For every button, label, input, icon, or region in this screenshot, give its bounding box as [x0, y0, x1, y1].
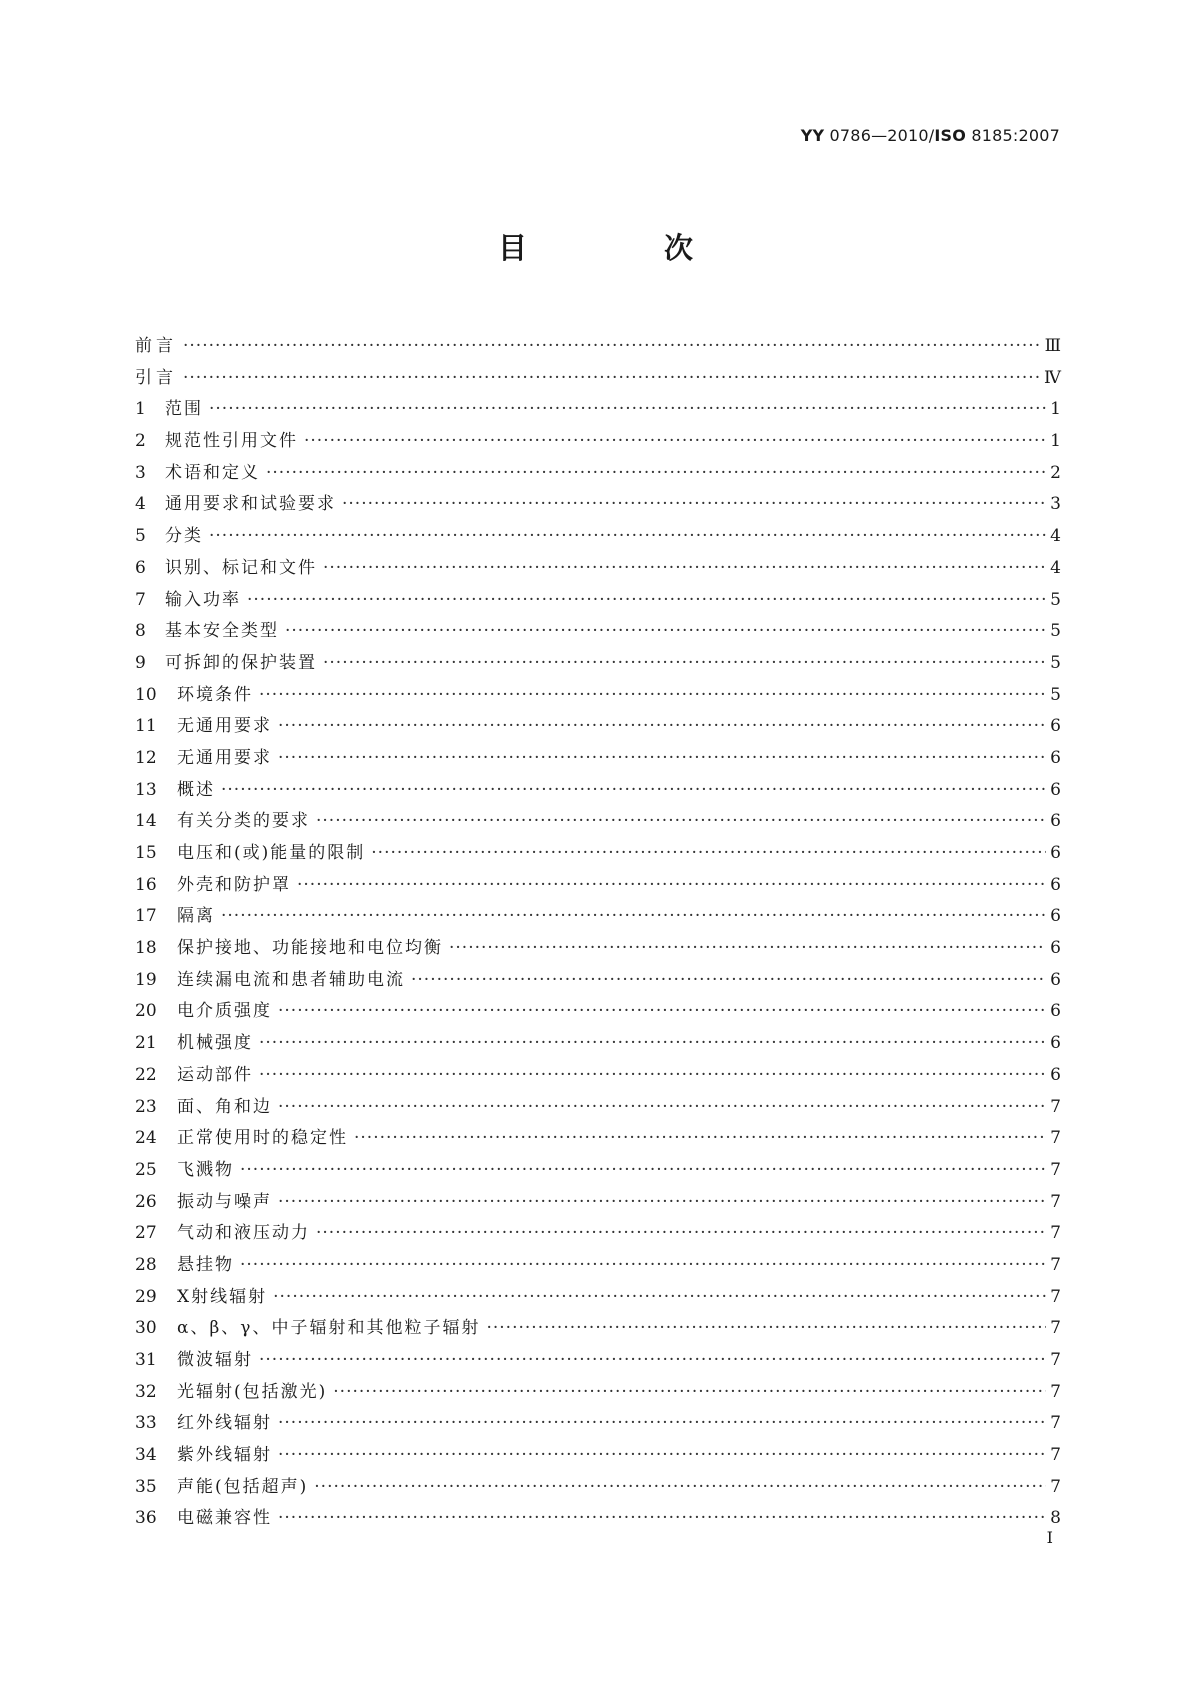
toc-entry[interactable] — [135, 711, 1061, 743]
toc-leader-dots — [221, 780, 1046, 800]
standard-code-iso: ISO — [934, 126, 967, 145]
toc-entry-label: 光辐射(包括激光) — [177, 1381, 328, 1402]
toc-entry-number: 19 — [135, 969, 157, 990]
toc-leader-dots — [297, 875, 1046, 895]
toc-entry-number: 18 — [135, 938, 157, 959]
toc-leader-dots — [240, 1160, 1046, 1180]
toc-entry-number: 16 — [135, 874, 157, 895]
toc-leader-dots — [333, 1382, 1046, 1402]
standard-code-suffix: 8185:2007 — [966, 126, 1060, 145]
toc-entry-label: 范围 — [165, 399, 203, 420]
toc-entry-number: 35 — [135, 1476, 157, 1497]
toc-entry[interactable] — [135, 901, 1061, 933]
toc-entry-page: 6 — [1050, 1064, 1061, 1085]
toc-entry-page: 5 — [1050, 684, 1061, 705]
table-of-contents — [135, 331, 1061, 1535]
toc-leader-dots — [316, 1223, 1046, 1243]
toc-entry-label: α、β、γ、中子辐射和其他粒子辐射 — [177, 1318, 481, 1339]
toc-entry-label: 有关分类的要求 — [177, 811, 310, 832]
toc-leader-dots — [259, 1065, 1046, 1085]
toc-leader-dots — [486, 1318, 1046, 1338]
toc-entry-page: 7 — [1050, 1159, 1061, 1180]
toc-entry-label: 规范性引用文件 — [165, 431, 298, 452]
toc-entry-number: 20 — [135, 1001, 157, 1022]
toc-entry-number: 36 — [135, 1508, 157, 1529]
toc-entry-label: 声能(包括超声) — [177, 1476, 309, 1497]
toc-entry-label: 振动与噪声 — [177, 1191, 272, 1212]
toc-entry-number: 10 — [135, 684, 157, 705]
toc-leader-dots — [278, 716, 1046, 736]
toc-entry-page: 6 — [1050, 906, 1061, 927]
toc-entry-label: 电压和(或)能量的限制 — [177, 843, 366, 863]
toc-leader-dots — [278, 1097, 1046, 1117]
toc-leader-dots — [183, 336, 1041, 356]
toc-leader-dots — [371, 843, 1046, 863]
toc-entry[interactable] — [135, 458, 1061, 490]
toc-entry-label: 连续漏电流和患者辅助电流 — [177, 969, 405, 990]
toc-leader-dots — [209, 399, 1046, 419]
toc-entry-number: 29 — [135, 1286, 157, 1307]
toc-entry-label: X射线辐射 — [177, 1286, 268, 1307]
toc-entry-number: 28 — [135, 1254, 157, 1275]
toc-entry[interactable] — [135, 1313, 1061, 1345]
toc-entry-page: 7 — [1050, 1350, 1061, 1370]
standard-code-prefix: YY — [800, 126, 825, 145]
toc-entry-page: Ⅳ — [1044, 367, 1061, 388]
toc-leader-dots — [209, 526, 1046, 546]
toc-entry-number: 11 — [135, 716, 157, 737]
toc-entry-label: 概述 — [177, 779, 215, 800]
toc-entry-number: 14 — [135, 811, 157, 832]
toc-entry-label: 红外线辐射 — [177, 1413, 272, 1434]
toc-entry-label: 可拆卸的保护装置 — [165, 652, 317, 673]
toc-leader-dots — [323, 558, 1046, 578]
toc-entry-page: 7 — [1050, 1254, 1061, 1275]
toc-entry[interactable] — [135, 1187, 1061, 1219]
toc-entry[interactable] — [135, 585, 1061, 617]
toc-entry-label: 微波辐射 — [177, 1350, 253, 1370]
toc-entry[interactable] — [135, 616, 1061, 648]
toc-entry-page: 7 — [1050, 1413, 1061, 1434]
toc-entry-number: 15 — [135, 843, 157, 863]
toc-entry-label: 无通用要求 — [177, 747, 272, 768]
toc-entry[interactable] — [135, 1155, 1061, 1187]
toc-entry-page: 4 — [1050, 526, 1061, 547]
toc-leader-dots — [247, 590, 1046, 610]
toc-entry-number: 27 — [135, 1223, 157, 1244]
page-number: Ⅰ — [1046, 1528, 1053, 1547]
toc-entry-number: 34 — [135, 1445, 157, 1466]
toc-entry-number: 17 — [135, 906, 157, 927]
toc-entry[interactable] — [135, 1092, 1061, 1124]
toc-entry-page: 6 — [1050, 969, 1061, 990]
toc-leader-dots — [259, 1350, 1046, 1370]
toc-entry[interactable] — [135, 1377, 1061, 1409]
toc-leader-dots — [278, 1413, 1046, 1433]
toc-leader-dots — [323, 653, 1046, 673]
toc-entry[interactable] — [135, 1503, 1061, 1535]
toc-entry-number: 1 — [135, 399, 146, 420]
toc-leader-dots — [278, 748, 1046, 768]
toc-entry[interactable] — [135, 1218, 1061, 1250]
toc-entry[interactable] — [135, 1123, 1061, 1155]
toc-leader-dots — [259, 685, 1046, 705]
toc-entry-label: 无通用要求 — [177, 716, 272, 737]
toc-entry[interactable] — [135, 1345, 1061, 1377]
toc-entry-page: Ⅲ — [1044, 336, 1061, 356]
toc-entry-page: 8 — [1050, 1508, 1061, 1529]
toc-entry[interactable] — [135, 489, 1061, 521]
toc-leader-dots — [221, 906, 1046, 926]
toc-entry-page: 7 — [1050, 1318, 1061, 1339]
toc-leader-dots — [449, 938, 1046, 958]
page-title: 目 次 — [497, 231, 747, 265]
standard-code — [801, 126, 1060, 145]
toc-entry-page: 6 — [1050, 747, 1061, 768]
toc-entry-number: 5 — [135, 526, 146, 547]
toc-entry-label: 机械强度 — [177, 1033, 253, 1054]
toc-entry-page: 7 — [1050, 1223, 1061, 1244]
toc-entry-label: 通用要求和试验要求 — [165, 494, 336, 515]
toc-entry-page: 7 — [1050, 1096, 1061, 1117]
toc-entry-page: 6 — [1050, 716, 1061, 737]
toc-leader-dots — [259, 1033, 1046, 1053]
toc-entry[interactable] — [135, 743, 1061, 775]
toc-entry-page: 2 — [1050, 462, 1061, 483]
toc-leader-dots — [278, 1445, 1046, 1465]
toc-entry-label: 运动部件 — [177, 1064, 253, 1085]
toc-leader-dots — [314, 1477, 1046, 1497]
toc-leader-dots — [316, 811, 1046, 831]
toc-entry[interactable] — [135, 996, 1061, 1028]
toc-entry-number: 4 — [135, 494, 146, 515]
toc-leader-dots — [304, 431, 1046, 451]
toc-entry-number: 12 — [135, 747, 157, 768]
toc-entry-page: 3 — [1050, 494, 1061, 515]
toc-leader-dots — [266, 463, 1046, 483]
toc-entry-page: 1 — [1050, 431, 1061, 452]
toc-entry-label: 飞溅物 — [177, 1159, 234, 1180]
toc-entry-label: 悬挂物 — [177, 1254, 234, 1275]
toc-entry-page: 4 — [1050, 557, 1061, 578]
toc-leader-dots — [285, 621, 1046, 641]
toc-entry[interactable] — [135, 965, 1061, 997]
toc-entry-page: 7 — [1050, 1476, 1061, 1497]
toc-entry-label: 气动和液压动力 — [177, 1223, 310, 1244]
toc-entry-label: 术语和定义 — [165, 462, 260, 483]
toc-entry-page: 6 — [1050, 874, 1061, 895]
toc-entry-label: 输入功率 — [165, 589, 241, 610]
toc-entry-label: 保护接地、功能接地和电位均衡 — [177, 938, 443, 959]
toc-entry[interactable] — [135, 394, 1061, 426]
toc-entry-label: 识别、标记和文件 — [165, 557, 317, 578]
toc-entry-label: 引言 — [135, 367, 177, 388]
toc-entry-page: 5 — [1050, 589, 1061, 610]
toc-entry-page: 5 — [1050, 621, 1061, 642]
toc-entry-page: 6 — [1050, 1033, 1061, 1054]
toc-leader-dots — [278, 1001, 1046, 1021]
toc-entry-page: 7 — [1050, 1128, 1061, 1149]
toc-entry[interactable] — [135, 1060, 1061, 1092]
toc-entry[interactable] — [135, 1408, 1061, 1440]
toc-entry-number: 8 — [135, 621, 146, 642]
toc-entry-page: 7 — [1050, 1286, 1061, 1307]
toc-entry-page: 6 — [1050, 1001, 1061, 1022]
toc-entry-label: 隔离 — [177, 906, 215, 927]
toc-entry[interactable] — [135, 648, 1061, 680]
toc-entry-label: 分类 — [165, 526, 203, 547]
toc-leader-dots — [278, 1508, 1046, 1528]
toc-entry[interactable] — [135, 1472, 1061, 1504]
toc-entry-number: 24 — [135, 1128, 157, 1149]
toc-entry[interactable] — [135, 363, 1061, 395]
toc-entry-number: 23 — [135, 1096, 157, 1117]
toc-entry-page: 1 — [1050, 399, 1061, 420]
toc-entry-page: 7 — [1050, 1381, 1061, 1402]
toc-leader-dots — [354, 1128, 1046, 1148]
toc-entry-number: 30 — [135, 1318, 157, 1339]
toc-entry-page: 5 — [1050, 652, 1061, 673]
toc-entry-number: 25 — [135, 1159, 157, 1180]
toc-entry-number: 22 — [135, 1064, 157, 1085]
toc-entry[interactable] — [135, 838, 1061, 870]
toc-entry[interactable] — [135, 933, 1061, 965]
toc-entry-number: 32 — [135, 1381, 157, 1402]
toc-entry-label: 电介质强度 — [177, 1001, 272, 1022]
toc-entry-page: 7 — [1050, 1445, 1061, 1466]
toc-entry-page: 6 — [1050, 843, 1061, 863]
standard-code-middle: 0786—2010/ — [824, 126, 935, 145]
toc-leader-dots — [278, 1192, 1046, 1212]
toc-entry[interactable] — [135, 521, 1061, 553]
toc-entry[interactable] — [135, 1282, 1061, 1314]
toc-entry-page: 6 — [1050, 938, 1061, 959]
toc-entry-label: 前言 — [135, 336, 177, 356]
toc-entry-number: 6 — [135, 557, 146, 578]
toc-entry-label: 正常使用时的稳定性 — [177, 1128, 348, 1149]
toc-leader-dots — [183, 368, 1040, 388]
toc-entry-number: 31 — [135, 1350, 157, 1370]
toc-leader-dots — [240, 1255, 1046, 1275]
toc-entry-label: 电磁兼容性 — [177, 1508, 272, 1529]
toc-entry[interactable] — [135, 870, 1061, 902]
toc-entry-page: 6 — [1050, 811, 1061, 832]
toc-entry-number: 26 — [135, 1191, 157, 1212]
toc-entry-label: 环境条件 — [177, 684, 253, 705]
toc-leader-dots — [411, 970, 1046, 990]
toc-entry[interactable] — [135, 1028, 1061, 1060]
toc-entry-number: 33 — [135, 1413, 157, 1434]
toc-entry[interactable] — [135, 553, 1061, 585]
toc-entry-number: 13 — [135, 779, 157, 800]
toc-entry[interactable] — [135, 1250, 1061, 1282]
toc-entry[interactable] — [135, 1440, 1061, 1472]
toc-entry-number: 7 — [135, 589, 146, 610]
toc-entry-label: 面、角和边 — [177, 1096, 272, 1117]
toc-entry[interactable] — [135, 426, 1061, 458]
toc-leader-dots — [342, 494, 1046, 514]
toc-entry[interactable] — [135, 331, 1061, 363]
toc-entry-page: 6 — [1050, 779, 1061, 800]
toc-entry-label: 基本安全类型 — [165, 621, 279, 642]
toc-entry[interactable] — [135, 680, 1061, 712]
toc-entry-page: 7 — [1050, 1191, 1061, 1212]
toc-entry[interactable] — [135, 806, 1061, 838]
toc-entry-label: 外壳和防护罩 — [177, 874, 291, 895]
toc-entry-label: 紫外线辐射 — [177, 1445, 272, 1466]
toc-entry[interactable] — [135, 775, 1061, 807]
toc-entry-number: 9 — [135, 652, 146, 673]
toc-entry-number: 2 — [135, 431, 146, 452]
toc-leader-dots — [273, 1287, 1046, 1307]
toc-entry-number: 3 — [135, 462, 146, 483]
toc-entry-number: 21 — [135, 1033, 157, 1054]
